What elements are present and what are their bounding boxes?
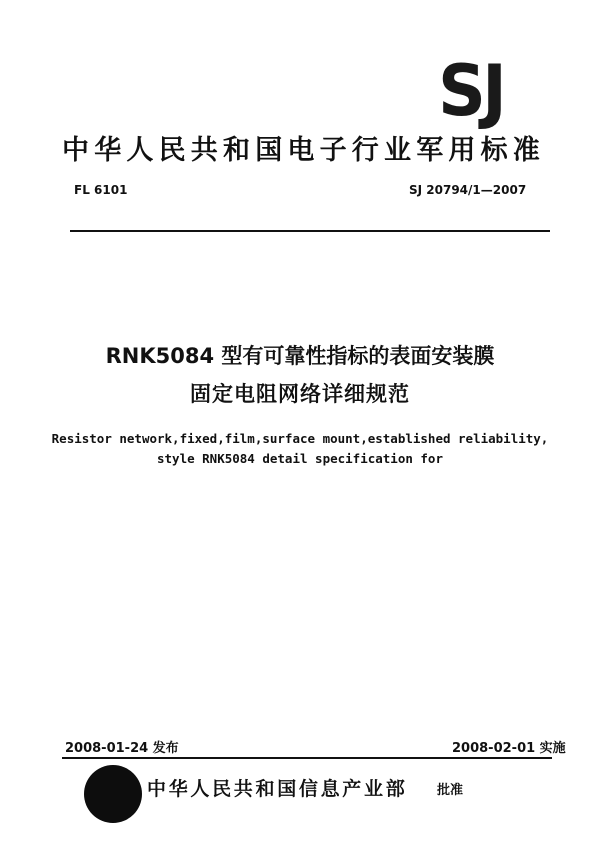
title-en-line2: style RNK5084 detail specification for [157, 451, 443, 466]
title-cn-line1: RNK5084 型有可靠性指标的表面安装膜 [105, 344, 495, 368]
header-divider [70, 230, 550, 232]
title-en-line1: Resistor network,fixed,film,surface mount,established reliability, [51, 431, 549, 446]
sj-logo: SJ [438, 50, 504, 132]
approve-label: 批准 [437, 783, 464, 798]
classification-code: FL 6101 [74, 183, 128, 197]
issuing-authority: 中华人民共和国信息产业部 [147, 778, 408, 800]
footer-divider [62, 757, 552, 759]
issue-date: 2008-01-24 发布 [65, 741, 179, 756]
title-cn-line2: 固定电阻网络详细规范 [190, 382, 410, 406]
seal-emblem [84, 765, 142, 823]
standard-number: SJ 20794/1—2007 [409, 183, 527, 197]
implement-date: 2008-02-01 实施 [452, 741, 566, 756]
industry-standard-title: 中华人民共和国电子行业军用标准 [62, 135, 545, 166]
